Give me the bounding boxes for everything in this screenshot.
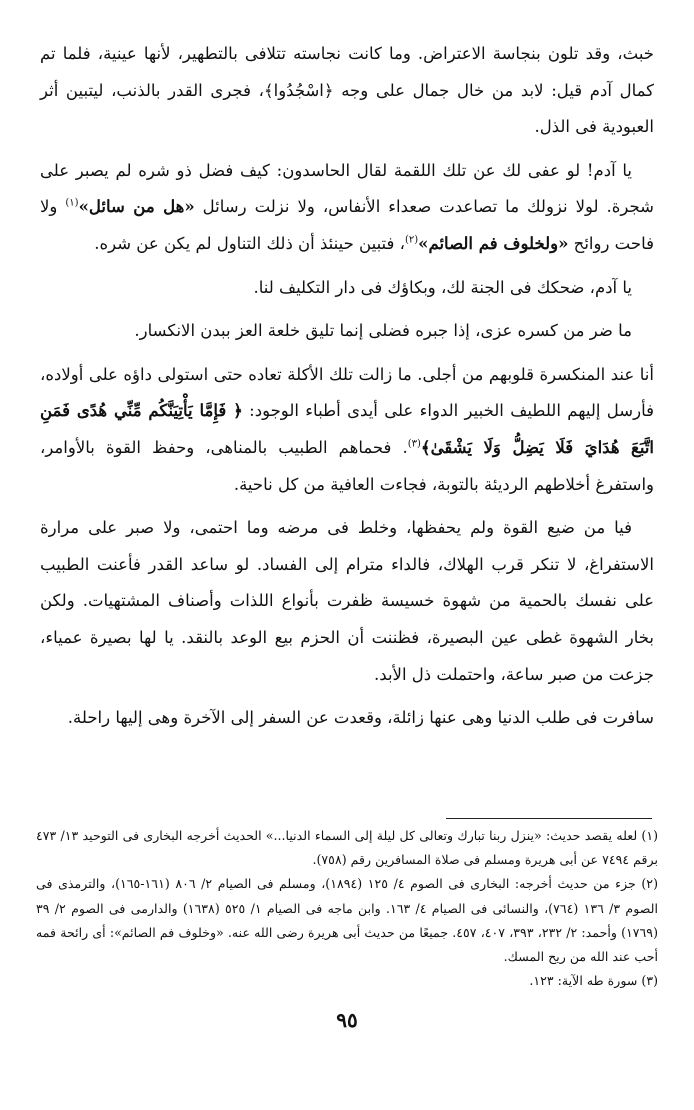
paragraph-2 xyxy=(40,153,654,263)
paragraph-6: فيا من ضيع القوة ولم يحفظها، وخلط فى مرضه وما احتمى، ولا صبر على مرارة الاستفراغ، لا تنكر قرب الهلاك، فالداء مترام إلى الفساد. لو ساعد القدر فأعنت الطبيب على نفسك بالحمية من شهوة خسيسة ظفرت بأنواع اللذات وأصناف المشتهيات. ولكن بخار الشهوة غطى عين البصيرة، فظننت أن الحزم بيع الوعد بالنقد. يا لها بصيرة عمياء، جزعت من صبر ساعة، واحتملت ذل الأبد. xyxy=(40,518,654,684)
hadith-quote-1: «هل من سائل» xyxy=(78,197,195,217)
hadith-quote-2: «ولخلوف فم الصائم» xyxy=(418,233,569,253)
footnote-ref-2: (٢) xyxy=(404,234,419,246)
paragraph-2-part-b: ولا فاحت روائح xyxy=(40,197,654,253)
footnote-3 xyxy=(36,969,658,993)
paragraph-1: خبث، وقد تلون بنجاسة الاعتراض. وما كانت نجاسته تتلافى بالتطهير، لأنها عينية، فلما تم كمال آدم قيل: لابد من خال جمال على وجه ﴿اسْجُدُوا﴾، فجرى القدر بالذنب، ليتبين أثر العبودية فى الذل. xyxy=(40,44,654,137)
footnote-1 xyxy=(36,824,658,872)
footnote-number: (٢) xyxy=(641,876,658,892)
page-number: ٩٥ xyxy=(336,1008,358,1032)
footnote-text: لعله يقصد حديث: «ينزل ربنا تبارك وتعالى كل ليلة إلى السماء الدنيا...» الحديث أخرجه البخارى فى التوحيد ١٣/ ٤٧٣ برقم ٧٤٩٤ عن أبى هريرة ومسلم فى صلاة المسافرين رقم (٧٥٨). xyxy=(36,828,658,868)
main-text xyxy=(40,36,654,744)
paragraph-2-part-c: ، فتبين حينئذ أن ذلك التناول لم يكن عن شره. xyxy=(94,233,405,253)
paragraph-5-part-a: أنا عند المنكسرة قلوبهم من أجلى. ما زالت تلك الأكلة تعاده حتى استولى داؤه على أولاده، فأرسل إليهم اللطيف الخبير الدواء على أيدى أطباء الوجود: xyxy=(40,364,654,421)
footnote-ref-3: (٣) xyxy=(407,438,421,450)
paragraph-2-part-a: يا آدم! لو عفى لك عن تلك اللقمة لقال الحاسدون: كيف فضل ذو شره لم يصبر على شجرة. لولا نزولك ما تصاعدت صعداء الأنفاس، ولا نزلت رسائل xyxy=(40,160,655,217)
footnote-number: (١) xyxy=(641,828,658,843)
footnote-text: سورة طه الآية: ١٢٣. xyxy=(529,973,642,989)
footnotes xyxy=(36,824,658,993)
paragraph-5 xyxy=(40,357,654,503)
footnote-2 xyxy=(36,872,658,969)
paragraph-3: يا آدم، ضحكك فى الجنة لك، وبكاؤك فى دار التكليف لنا. xyxy=(253,277,632,297)
footnote-text: جزء من حديث أخرجه: البخارى فى الصوم ٤/ ١٢٥ (١٨٩٤)، ومسلم فى الصيام ٢/ ٨٠٦ (١٦١-١٦٥)، والترمذى فى الصوم ٣/ ١٣٦ (٧٦٤)، والنسائى فى الصيام ٤/ ١٦٣. وابن ماجه فى الصيام ١/ ٥٢٥ (١٦٣٨) والدارمى فى الصوم ٢/ ٣٩ (١٧٦٩) وأحمد: ٢/ ٢٣٢، ٣٩٣، ٤٠٧، ٤٥٧. جميعًا من حديث أبى هريرة رضى الله عنه. «وخلوف فم الصائم»: أى رائحة فمه أحب عند الله من ريح المسك. xyxy=(36,876,658,965)
footnote-separator xyxy=(446,818,652,819)
footnote-number: (٣) xyxy=(641,973,658,989)
paragraph-4: ما ضر من كسره عزى، إذا جبره فضلى إنما تليق خلعة العز ببدن الانكسار. xyxy=(134,321,632,341)
footnote-ref-1: (١) xyxy=(65,197,79,209)
paragraph-5-part-b: . فحماهم الطبيب بالمناهى، وحفظ القوة بالأوامر، واستفرغ أخلاطهم الرديئة بالتوبة، فجاءت العافية من كل ناحية. xyxy=(40,437,654,494)
paragraph-7: سافرت فى طلب الدنيا وهى عنها زائلة، وقعدت عن السفر إلى الآخرة وهى إليها راحلة. xyxy=(67,708,654,728)
quran-verse-quote: ﴿ فَإِمَّا يَأْتِيَنَّكُم مِّنِّي هُدًى فَمَنِ اتَّبَعَ هُدَايَ فَلَا يَضِلُّ وَلَا يَشْقَىٰ﴾ xyxy=(40,401,654,457)
